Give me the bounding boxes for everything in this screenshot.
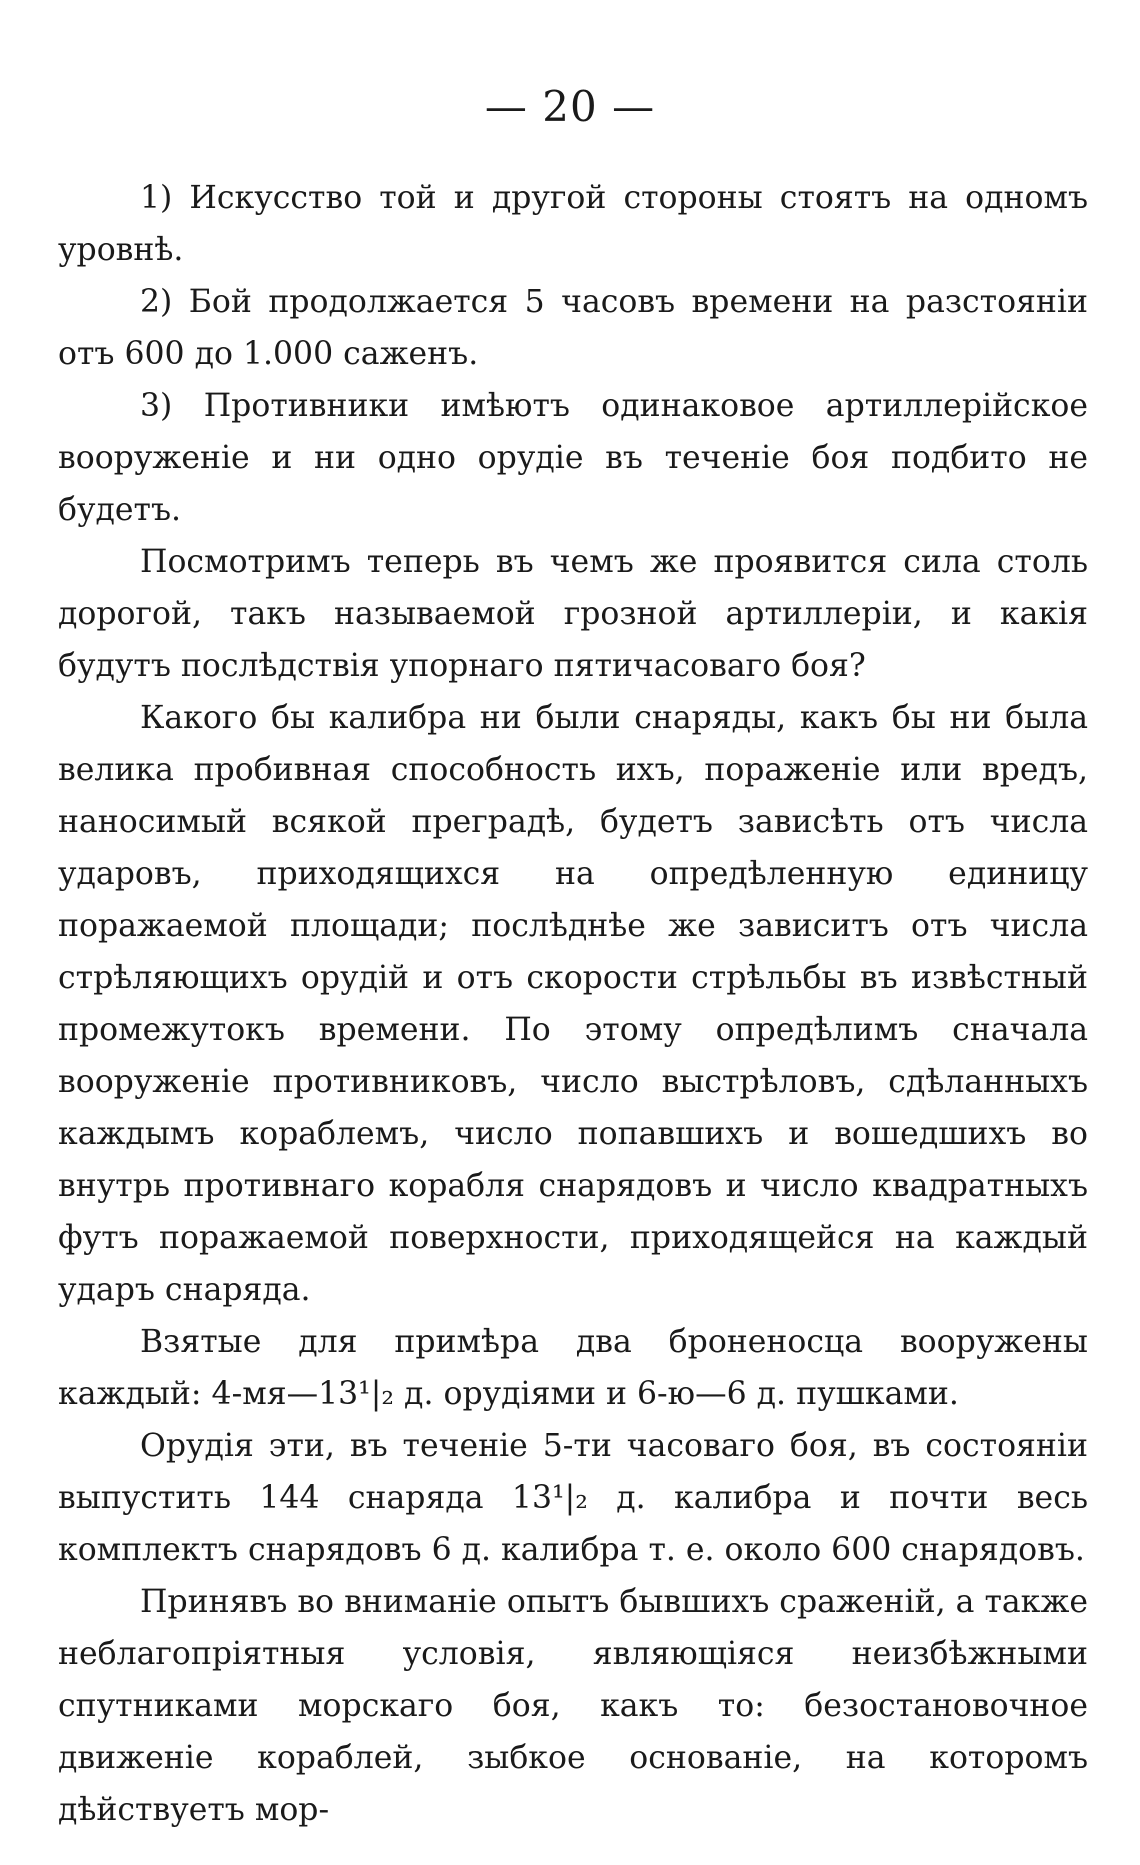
paragraph-condition-2: 2) Бой продолжается 5 часовъ времени на разстояніи отъ 600 до 1.000 саженъ. <box>58 284 1088 372</box>
paragraph-armament: Взятые для примѣра два броненосца вооружены каждый: 4-мя—13¹|₂ д. орудіями и 6-ю—6 д. пушками. <box>58 1324 1088 1412</box>
page-number: — 20 — <box>484 82 656 131</box>
paragraph-condition-1: 1) Искусство той и другой стороны стоятъ на одномъ уровнѣ. <box>58 180 1088 268</box>
body-text <box>58 172 1088 1836</box>
paragraph-guns: Орудія эти, въ теченіе 5-ти часоваго боя, въ состояніи выпустить 144 снаряда 13¹|₂ д. калибра и почти весь комплектъ снарядовъ 6 д. калибра т. е. около 600 снарядовъ. <box>58 1428 1088 1568</box>
paragraph-condition-3: 3) Противники имѣютъ одинаковое артиллерійское вооруженіе и ни одно орудіе въ теченіе боя подбито не будетъ. <box>58 388 1088 528</box>
paragraph-question: Посмотримъ теперь въ чемъ же проявится сила столь дорогой, такъ называемой грозной артиллеріи, и какія будутъ послѣдствія упорнаго пятичасоваго боя? <box>58 544 1088 684</box>
paragraph-calibre: Какого бы калибра ни были снаряды, какъ бы ни была велика пробивная способность ихъ, пораженіе или вредъ, наносимый всякой преградѣ, будетъ зависѣть отъ числа ударовъ, приходящихся на опредѣленную единицу поражаемой площади; послѣднѣе же зависитъ отъ числа стрѣляющихъ орудій и отъ скорости стрѣльбы въ извѣстный промежутокъ времени. По этому опредѣлимъ сначала вооруженіе противниковъ, число выстрѣловъ, сдѣланныхъ каждымъ кораблемъ, число попавшихъ и вошедшихъ во внутрь противнаго корабля снарядовъ и число квадратныхъ футъ поражаемой поверхности, приходящейся на каждый ударъ снаряда. <box>58 700 1088 1308</box>
paragraph-conditions: Принявъ во вниманіе опытъ бывшихъ сраженій, а также неблагопріятныя условія, являющіяся неизбѣжными спутниками морскаго боя, какъ то: безостановочное движеніе кораблей, зыбкое основаніе, на которомъ дѣйствуетъ мор- <box>58 1584 1088 1828</box>
